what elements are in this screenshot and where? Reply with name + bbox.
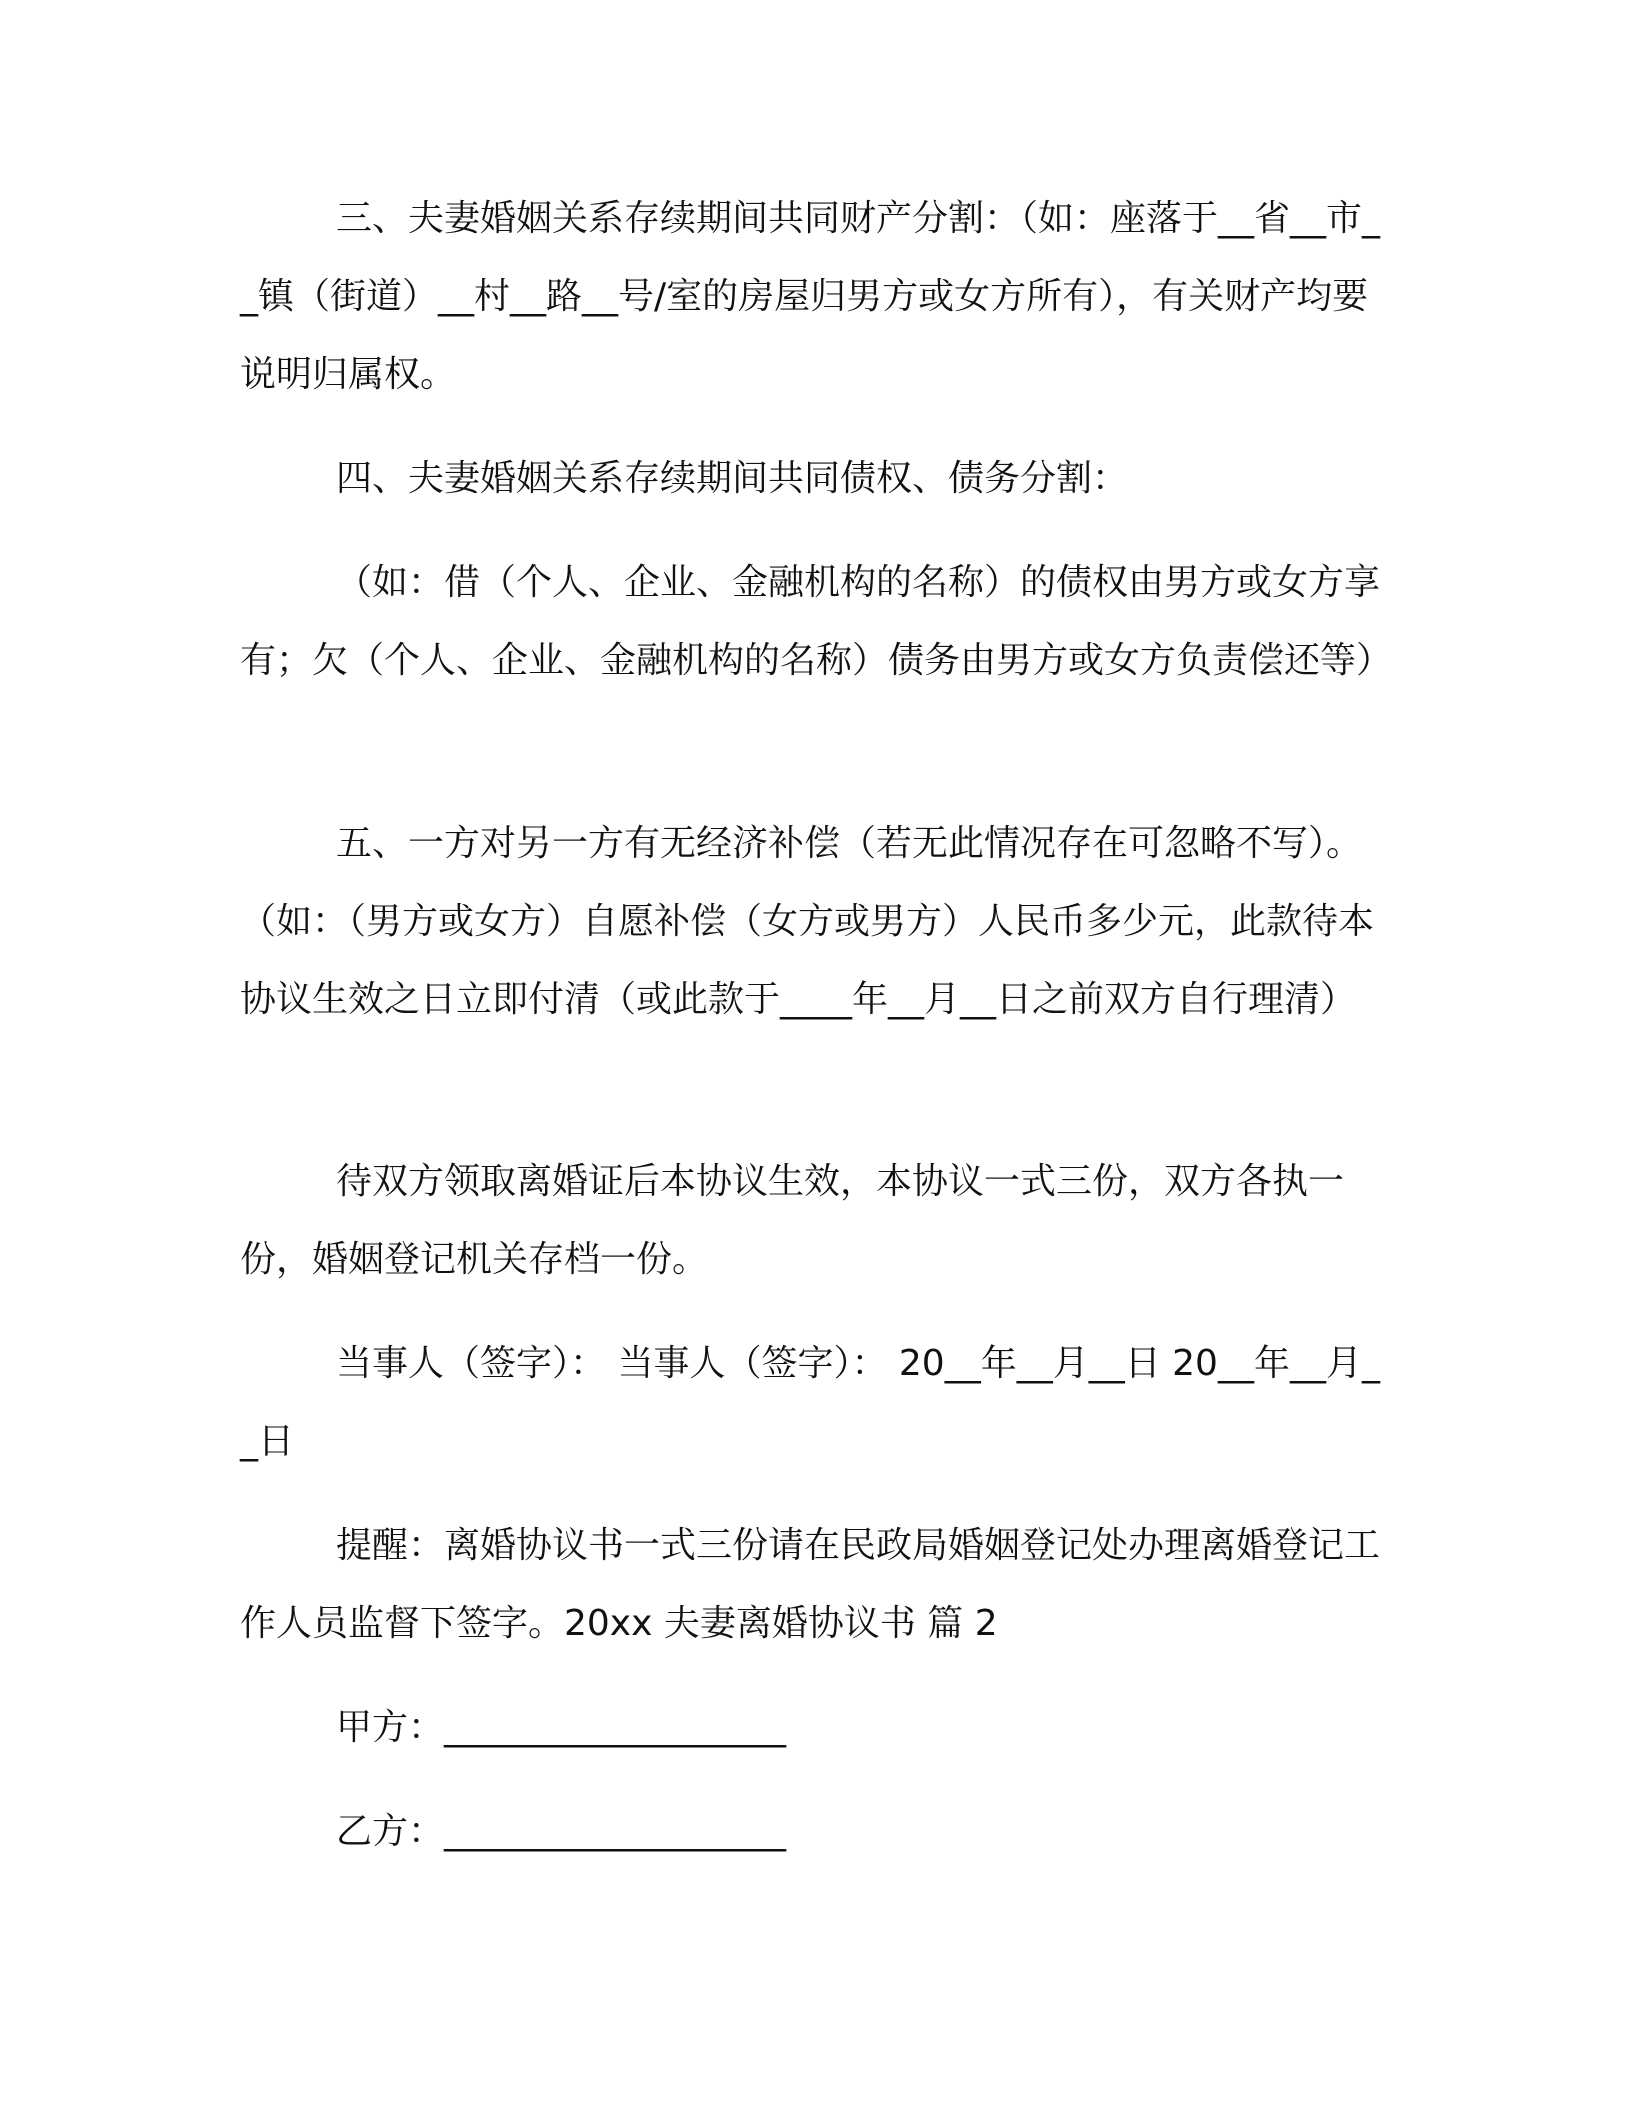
paragraph-debt-division-example: （如：借（个人、企业、金融机构的名称）的债权由男方或女方享有；欠（个人、企业、金融机构的名称）债务由男方或女方负责偿还等） xyxy=(240,562,1393,681)
paragraph-economic-compensation: 五、一方对另一方有无经济补偿（若无此情况存在可忽略不写）。（如：（男方或女方）自愿补偿（女方或男方）人民币多少元，此款待本协议生效之日立即付清（或此款于____年__月__日之前双方自行理清） xyxy=(240,823,1375,1020)
party-b-line: 乙方：___________________ xyxy=(336,1811,787,1852)
paragraph-agreement-effect: 待双方领取离婚证后本协议生效，本协议一式三份，双方各执一份，婚姻登记机关存档一份。 xyxy=(240,1161,1345,1280)
paragraph-reminder: 提醒：离婚协议书一式三份请在民政局婚姻登记处办理离婚登记工作人员监督下签字。20xx 夫妻离婚协议书 篇 2 xyxy=(240,1525,1381,1644)
paragraph-debt-division-heading: 四、夫妻婚姻关系存续期间共同债权、债务分割： xyxy=(336,458,1129,499)
paragraph-signatures: 当事人（签字）： 当事人（签字）： 20__年__月__日 20__年__月__日 xyxy=(240,1343,1380,1462)
paragraph-property-division: 三、夫妻婚姻关系存续期间共同财产分割：（如：座落于__省__市__镇（街道）__村__路__号/室的房屋归男方或女方所有），有关财产均要说明归属权。 xyxy=(240,198,1381,395)
party-a-line: 甲方：___________________ xyxy=(336,1707,787,1748)
